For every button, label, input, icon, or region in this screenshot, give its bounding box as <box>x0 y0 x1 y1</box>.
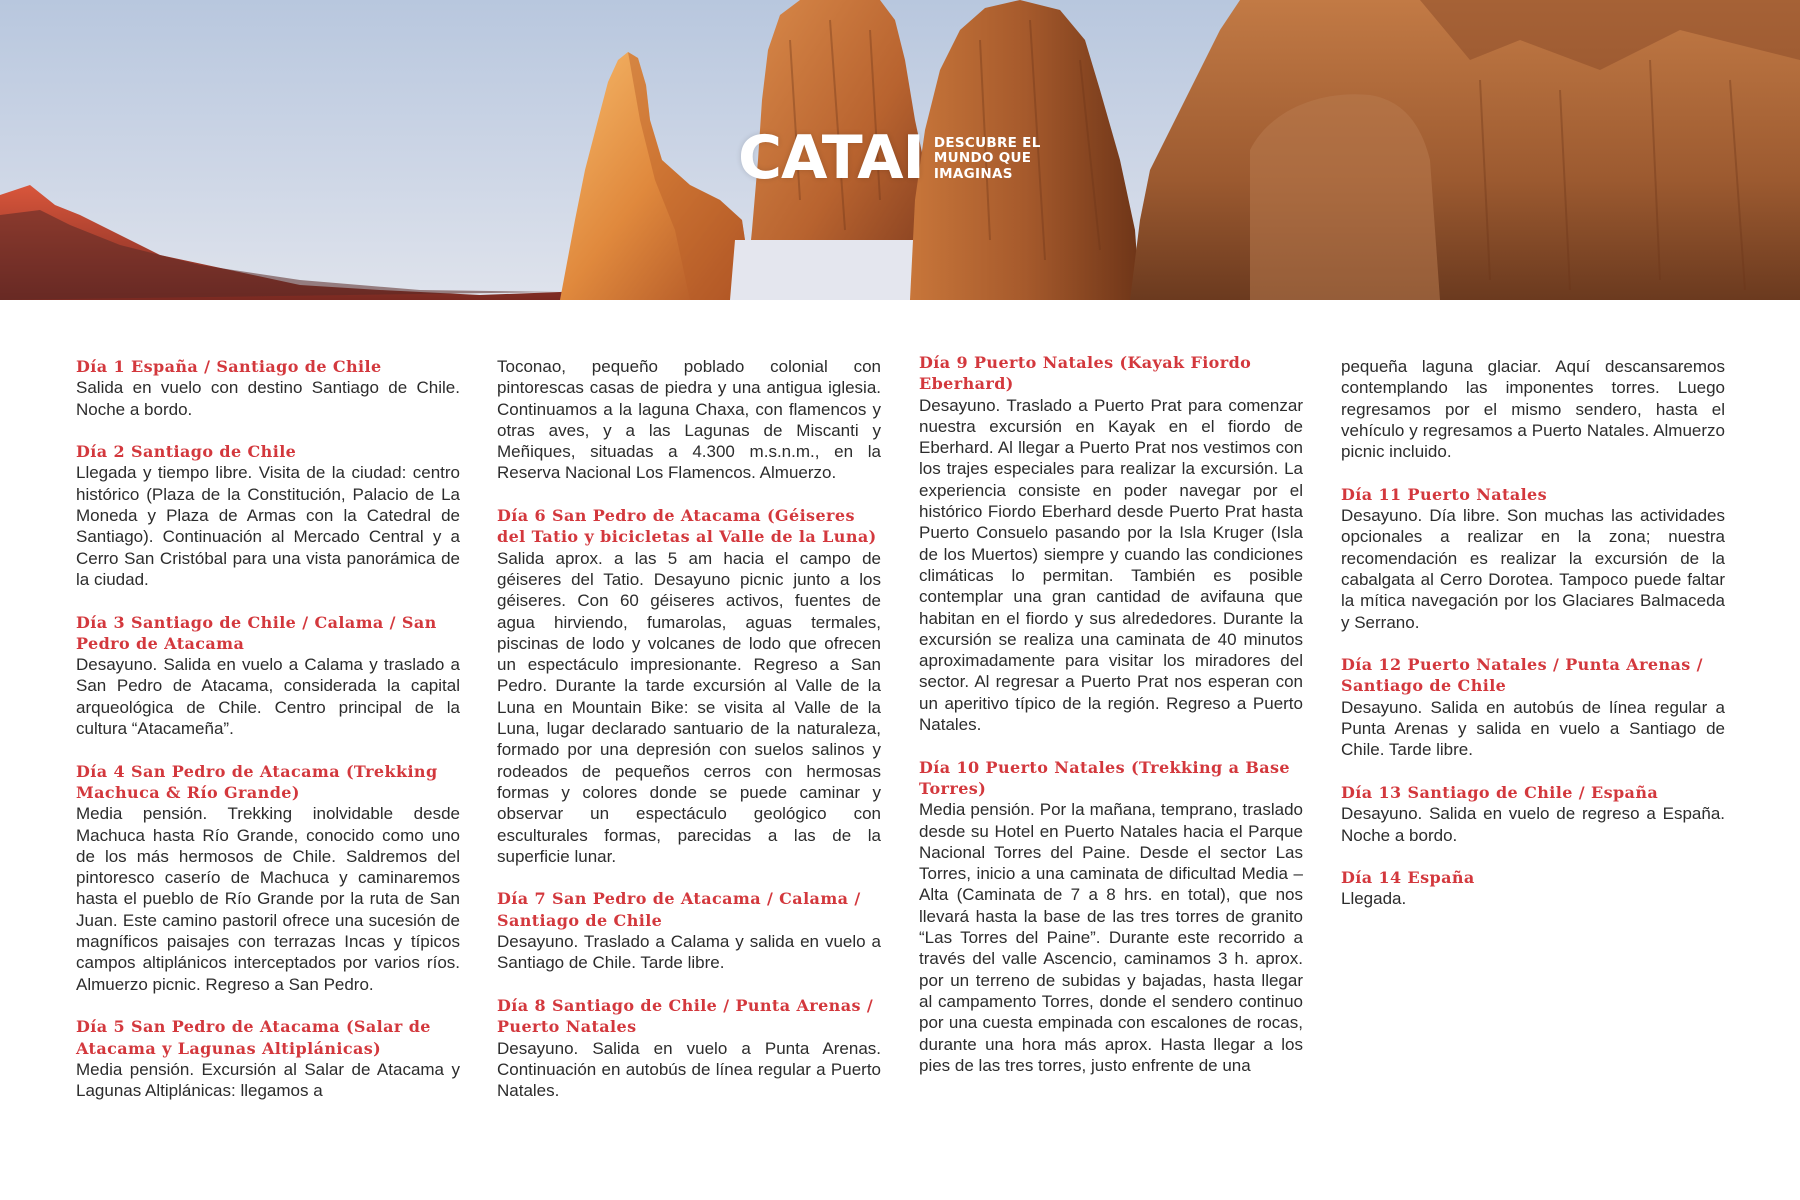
day-description: Desayuno. Traslado a Puerto Prat para comenzar nuestra excursión en Kayak en el fiordo de Eberhard. Al llegar a Puerto Prat nos vestimos con los trajes especiales para realizar la excursión. La experiencia consiste en poder navegar por el histórico Fiordo Eberhard desde Puerto Prat hasta Puerto Consuelo pasando por la Isla Kruger (Isla de los Muertos) siempre y cuando las condiciones climáticas lo permitan. También es posible contemplar una gran cantidad de avifauna que habitan en el fiordo y sus alrededores. Durante la excursión se realiza una caminata de 40 minutos aproximadamente para visitar los miradores del sector. Al regresar a Puerto Prat nos esperan con un aperitivo típico de la región. Regreso a Puerto Natales. <box>919 395 1303 735</box>
day-entry <box>497 505 881 867</box>
day-title: Día 13 Santiago de Chile / España <box>1341 782 1659 802</box>
brand-tagline <box>934 134 1041 183</box>
day-entry <box>1341 782 1725 846</box>
day-entry <box>497 888 881 973</box>
day-title: Día 3 Santiago de Chile / Calama / San Pedro de Atacama <box>76 612 437 653</box>
day-description: Desayuno. Salida en vuelo a Calama y traslado a San Pedro de Atacama, considerada la capital arqueológica de Chile. Centro principal de la cultura “Atacameña”. <box>76 655 460 739</box>
day-description-continued: pequeña laguna glaciar. Aquí descansaremos contemplando las imponentes torres. Luego regresamos por el mismo sendero, hasta el vehículo y regresamos a Puerto Natales. Almuerzo picnic incluido. <box>1341 357 1725 462</box>
day-title: Día 11 Puerto Natales <box>1341 484 1548 504</box>
day-entry <box>76 761 460 995</box>
day-title: Día 14 España <box>1341 868 1475 888</box>
day-description: Desayuno. Salida en vuelo a Punta Arenas. Continuación en autobús de línea regular a Puerto Natales. <box>497 1038 881 1101</box>
brand-name: CATAI <box>738 123 924 193</box>
day-title: Día 2 Santiago de Chile <box>76 442 297 462</box>
day-title: Día 5 San Pedro de Atacama (Salar de Atacama y Lagunas Altiplánicas) <box>76 1017 431 1058</box>
day-title: Día 12 Puerto Natales / Punta Arenas / Santiago de Chile <box>1341 655 1703 696</box>
tagline-line-3: IMAGINAS <box>933 165 1013 182</box>
day-entry <box>76 612 460 740</box>
itinerary-column-2 <box>497 356 881 1123</box>
day-description: Salida aprox. a las 5 am hacia el campo de géiseres del Tatio. Desayuno picnic junto a los géiseres. Con 60 géiseres activos, fuentes de agua hirviendo, fumarolas, aguas termales, piscinas de lodo y volcanes de lodo que ofrecen un espectáculo impresionante. Regreso a San Pedro. Durante la tarde excursión al Valle de la Luna en Mountain Bike: se visita al Valle de la Luna, lugar declarado santuario de la naturaleza, formado por una depresión con suelos salinos y rodeados de pequeños cerros con hermosas formas y colores donde se puede caminar y observar un espectáculo geológico con esculturales formas, parecidas a las de la superficie lunar. <box>497 548 881 866</box>
day-title: Día 6 San Pedro de Atacama (Géiseres del Tatio y bicicletas al Valle de la Luna) <box>497 506 877 547</box>
catai-logo[interactable] <box>738 123 1041 193</box>
hero-banner <box>0 0 1800 300</box>
day-title: Día 4 San Pedro de Atacama (Trekking Machuca & Río Grande) <box>76 761 438 802</box>
day-description-continued: Toconao, pequeño poblado colonial con pintorescas casas de piedra y una antigua iglesia. Continuamos a la laguna Chaxa, con flamencos y otras aves, y a las Lagunas de Miscanti y Meñiques, situadas a 4.300 m.s.n.m., en la Reserva Nacional Los Flamencos. Almuerzo. <box>497 357 881 483</box>
day-entry <box>919 352 1303 735</box>
itinerary-column-3 <box>919 352 1303 1097</box>
day-title: Día 7 San Pedro de Atacama / Calama / Santiago de Chile <box>497 889 861 930</box>
day-entry <box>1341 867 1725 910</box>
day-description: Desayuno. Salida en autobús de línea regular a Punta Arenas y salida en vuelo a Santiago de Chile. Tarde libre. <box>1341 697 1725 760</box>
day-description: Salida en vuelo con destino Santiago de Chile. Noche a bordo. <box>76 378 460 419</box>
day-entry <box>76 1016 460 1101</box>
itinerary-column-1 <box>76 356 460 1123</box>
tagline-line-1: DESCUBRE EL <box>933 134 1041 151</box>
day-entry <box>919 757 1303 1076</box>
day-entry <box>76 441 460 590</box>
itinerary-column-4 <box>1341 356 1725 931</box>
day-description: Llegada y tiempo libre. Visita de la ciudad: centro histórico (Plaza de la Constitución, Palacio de La Moneda y Plaza de Armas con la Catedral de Santiago). Continuación al Mercado Central y a Cerro San Cristóbal para una vista panorámica de la ciudad. <box>76 463 460 589</box>
day-description: Media pensión. Trekking inolvidable desde Machuca hasta Río Grande, conocido como uno de los más hermosos de Chile. Saldremos del pintoresco caserío de Machuca y caminaremos hasta el pueblo de Río Grande por la ruta de San Juan. Este camino pastoril ofrece una sucesión de magníficos paisajes con terrazas Incas y típicos campos altiplánicos interceptados por varios ríos. Almuerzo picnic. Regreso a San Pedro. <box>76 804 460 994</box>
day-entry <box>1341 484 1725 633</box>
day-description: Media pensión. Por la mañana, temprano, traslado desde su Hotel en Puerto Natales hacia el Parque Nacional Torres del Paine. Desde el sector Las Torres, inicio a una caminata de dificultad Media – Alta (Caminata de 7 a 8 hrs. en total), que nos llevará hasta la base de las tres torres de granito “Las Torres del Paine”. Durante este recorrido a través del valle Ascencio, caminamos 3 h. aprox. por un terreno de subidas y bajadas, hasta llegar al campamento Torres, donde el sendero continuo por una cuesta empinada con escalones de rocas, durante una hora más aprox. Hasta llegar a los pies de las tres torres, justo enfrente de una <box>919 800 1303 1075</box>
day-entry <box>1341 654 1725 760</box>
day-entry <box>497 995 881 1101</box>
day-description: Llegada. <box>1341 889 1407 909</box>
day-title: Día 8 Santiago de Chile / Punta Arenas / Puerto Natales <box>497 995 874 1037</box>
day-description: Media pensión. Excursión al Salar de Atacama y Lagunas Altiplánicas: llegamos a <box>76 1059 460 1101</box>
day-description: Desayuno. Día libre. Son muchas las actividades opcionales a realizar en la zona; nuestra recomendación es realizar la excursión de la cabalgata al Cerro Dorotea. Tampoco puede faltar la mítica navegación por los Glaciares Balmaceda y Serrano. <box>1341 506 1725 632</box>
day-title: Día 9 Puerto Natales (Kayak Fiordo Eberhard) <box>919 353 1252 394</box>
day-description: Desayuno. Salida en vuelo de regreso a España. Noche a bordo. <box>1341 804 1725 845</box>
tagline-line-2: MUNDO QUE <box>933 150 1032 167</box>
day-entry <box>76 356 460 420</box>
day-title: Día 10 Puerto Natales (Trekking a Base Torres) <box>919 757 1290 798</box>
day-title: Día 1 España / Santiago de Chile <box>76 357 382 376</box>
day-description: Desayuno. Traslado a Calama y salida en vuelo a Santiago de Chile. Tarde libre. <box>497 932 881 973</box>
